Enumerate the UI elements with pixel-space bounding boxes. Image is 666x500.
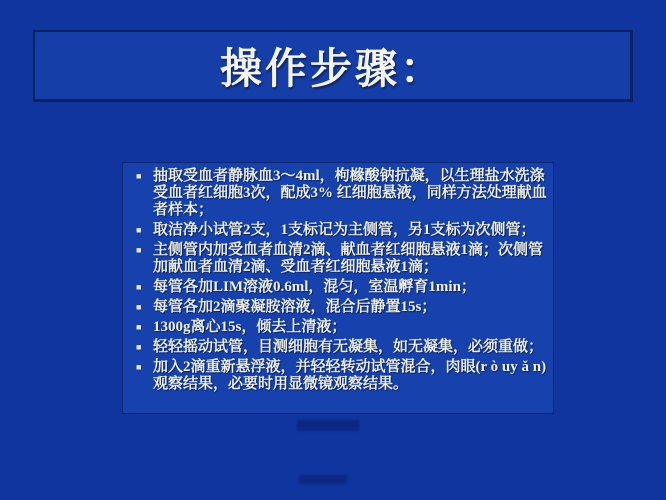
bullet-square-icon: ■ [136,171,142,181]
step-text: 抽取受血者静脉血3～4ml，枸橼酸钠抗凝，以生理盐水洗涤受血者红细胞3次，配成3% 红细胞悬液，同样方法处理献血者样本； [153,168,547,218]
page-title: 操作步骤： [219,46,445,93]
bullet-square-icon: ■ [136,302,142,312]
list-item [129,168,547,219]
list-item [129,299,547,316]
list-item [129,319,547,336]
bullet-square-icon: ■ [136,342,142,352]
bullet-square-icon: ■ [136,245,142,255]
list-item [129,242,547,276]
step-text: 取洁净小试管2支，1支标记为主侧管，另1支标为次侧管； [153,222,536,238]
step-text: 1300g离心15s，倾去上清液； [153,319,347,335]
step-text: 每管各加2滴聚凝胺溶液，混合后静置15s； [153,299,437,315]
bullet-square-icon: ■ [136,322,142,332]
list-item [129,222,547,239]
bullet-square-icon: ■ [136,282,142,292]
step-text: 每管各加LIM溶液0.6ml，混匀，室温孵育1min； [153,279,476,295]
content-box [122,162,554,414]
list-item [129,359,547,393]
step-text: 轻轻摇动试管，目测细胞有无凝集，如无凝集，必须重做； [153,339,544,355]
watermark-smudge [297,420,359,431]
step-text: 加入2滴重新悬浮液，并轻轻转动试管混合，肉眼(r ò uy ǎ n)观察结果，必要时用显微镜观察结果。 [153,359,547,392]
step-text: 主侧管内加受血者血清2滴、献血者红细胞悬液1滴；次侧管加献血者血清2滴、受血者红细胞悬液1滴； [153,242,544,275]
bullet-square-icon: ■ [136,225,142,235]
title-box [33,30,633,102]
steps-list [129,168,547,393]
bullet-square-icon: ■ [136,362,142,372]
watermark-smudge [299,475,347,484]
list-item [129,339,547,356]
list-item [129,279,547,296]
